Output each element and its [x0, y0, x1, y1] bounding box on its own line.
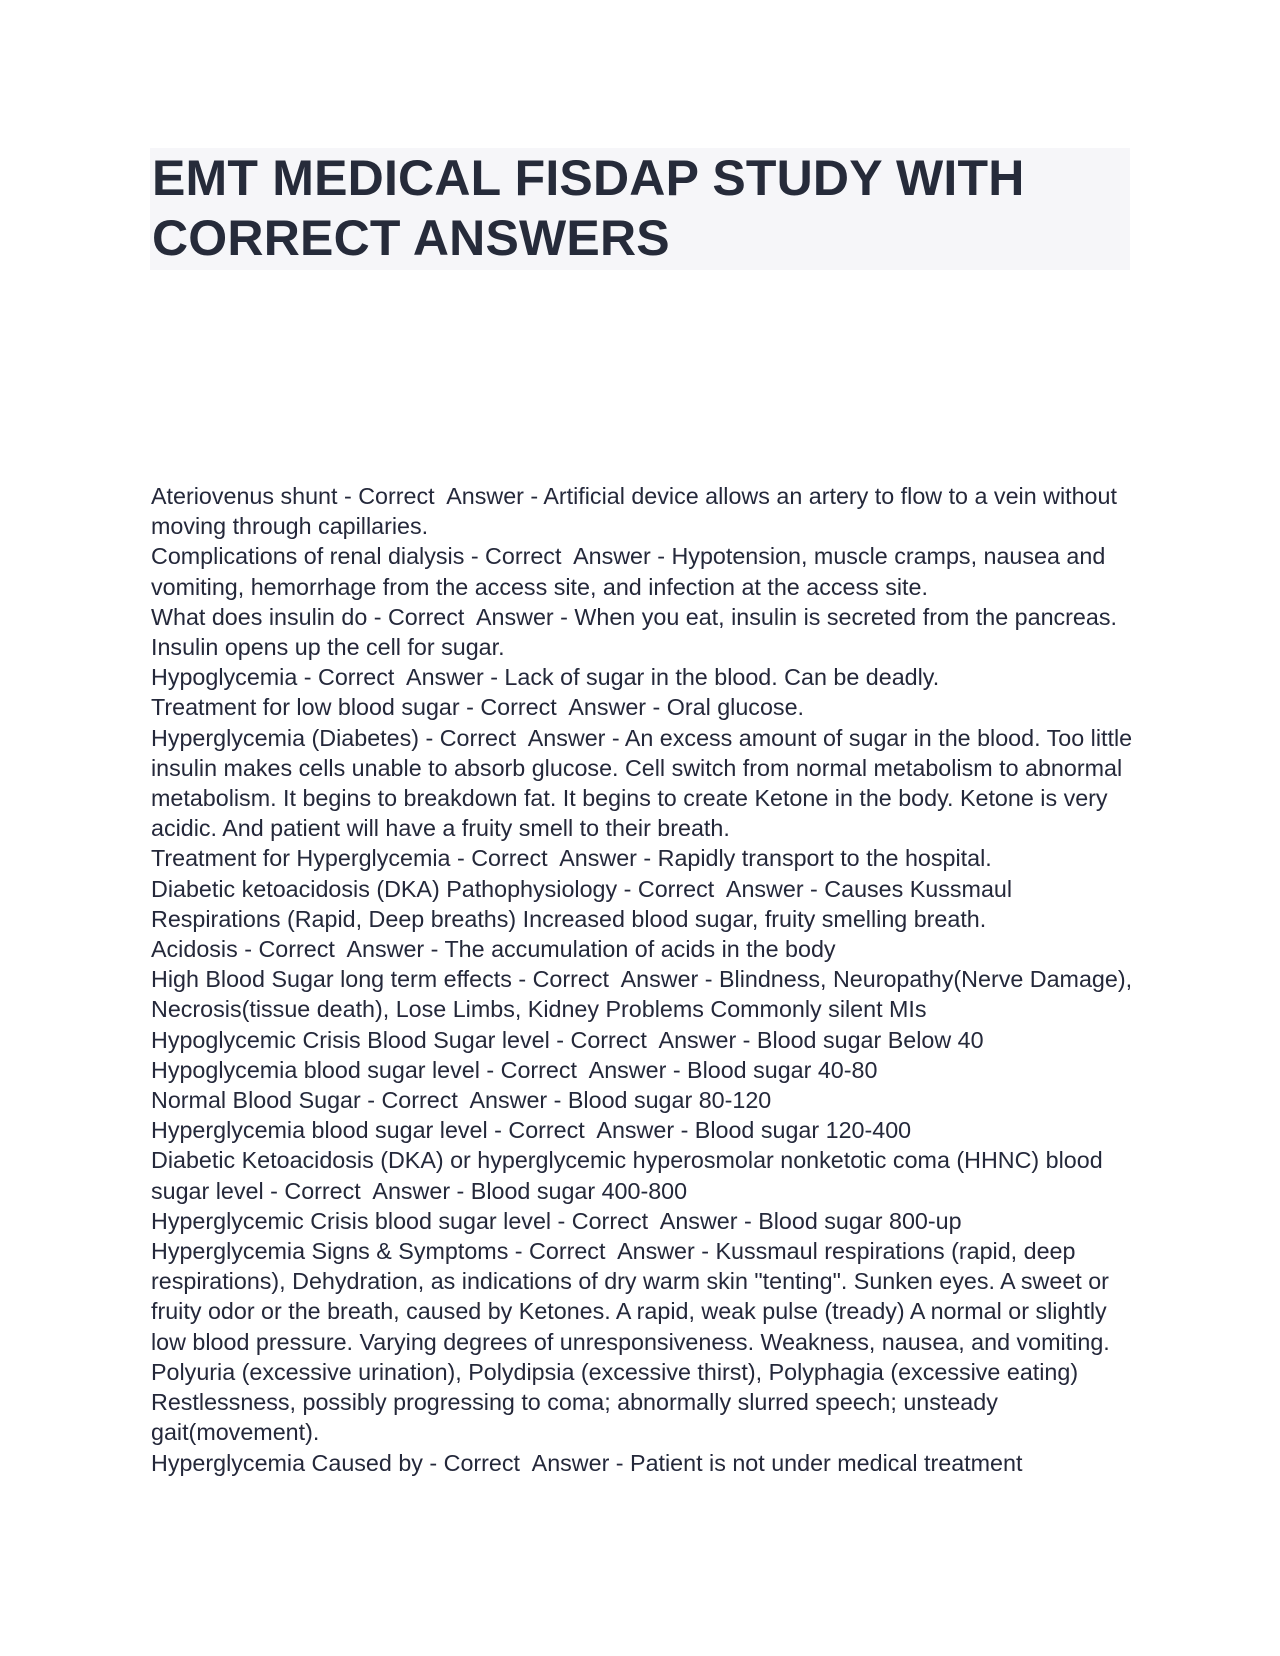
study-entry: Treatment for low blood sugar - Correct Answer - Oral glucose.	[151, 694, 804, 721]
study-entry: Diabetic ketoacidosis (DKA) Pathophysiology - Correct Answer - Causes Kussmaul Respirations (Rapid, Deep breaths) Increased blood sugar, fruity smelling breath.	[151, 875, 1019, 932]
study-entry: Hyperglycemia Caused by - Correct Answer - Patient is not under medical treatment	[151, 1449, 1023, 1476]
study-entry: Hypoglycemic Crisis Blood Sugar level - Correct Answer - Blood sugar Below 40	[151, 1026, 984, 1053]
study-entry: Diabetic Ketoacidosis (DKA) or hyperglycemic hyperosmolar nonketotic coma (HHNC) blood sugar level - Correct Answer - Blood sugar 400-800	[151, 1147, 1110, 1204]
study-entry: Complications of renal dialysis - Correct Answer - Hypotension, muscle cramps, nausea and vomiting, hemorrhage from the access site, and infection at the access site.	[151, 543, 1112, 600]
study-entry: Hypoglycemia - Correct Answer - Lack of sugar in the blood. Can be deadly.	[151, 664, 940, 691]
study-content	[151, 481, 1141, 1478]
study-entry: Hyperglycemic Crisis blood sugar level - Correct Answer - Blood sugar 800-up	[151, 1207, 962, 1234]
study-entry: Treatment for Hyperglycemia - Correct Answer - Rapidly transport to the hospital.	[151, 845, 992, 872]
study-entry: What does insulin do - Correct Answer - When you eat, insulin is secreted from the pancreas. Insulin opens up the cell for sugar.	[151, 603, 1124, 661]
study-entry: Acidosis - Correct Answer - The accumulation of acids in the body	[151, 936, 836, 963]
study-entry: Hyperglycemia blood sugar level - Correct Answer - Blood sugar 120-400	[151, 1117, 912, 1144]
study-entry: Ateriovenus shunt - Correct Answer - Artificial device allows an artery to flow to a vein without moving through capillaries.	[151, 483, 1124, 540]
study-entry: Hyperglycemia Signs & Symptoms - Correct Answer - Kussmaul respirations (rapid, deep respirations), Dehydration, as indications of dry warm skin "tenting". Sunken eyes. A sweet or fruity odor or the breath, caused by Ketones. A rapid, weak pulse (tready) A normal or slightly low blood pressure. Varying degrees of unresponsiveness. Weakness, nausea, and vomiting. Polyuria (excessive urination), Polydipsia (excessive thirst), Polyphagia (excessive eating) Restlessness, possibly progressing to coma; abnormally slurred speech; unsteady gait(movement).	[151, 1238, 1117, 1446]
study-entry: Hypoglycemia blood sugar level - Correct Answer - Blood sugar 40-80	[151, 1056, 878, 1083]
study-entry: Hyperglycemia (Diabetes) - Correct Answer - An excess amount of sugar in the blood. Too little insulin makes cells unable to absorb glucose. Cell switch from normal metabolism to abnormal metabolism. It begins to breakdown fat. It begins to create Ketone in the body. Ketone is very acidic. And patient will have a fruity smell to their breath.	[151, 724, 1139, 842]
title-banner	[150, 148, 1130, 270]
study-entry: Normal Blood Sugar - Correct Answer - Blood sugar 80-120	[151, 1087, 772, 1114]
document-title: EMT MEDICAL FISDAP STUDY WITH CORRECT ANSWERS	[152, 150, 1025, 266]
study-entry: High Blood Sugar long term effects - Correct Answer - Blindness, Neuropathy(Nerve Damage), Necrosis(tissue death), Lose Limbs, Kidney Problems Commonly silent MIs	[151, 966, 1139, 1023]
